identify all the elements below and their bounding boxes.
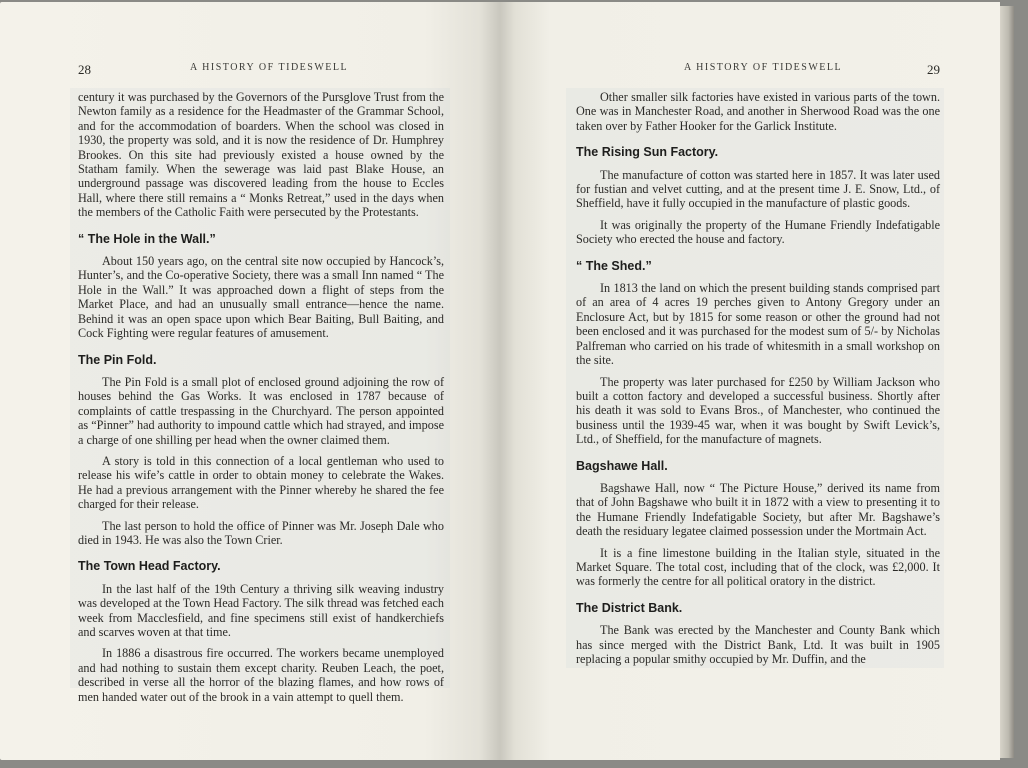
section-heading: The Pin Fold. [78, 352, 157, 367]
section-heading: Bagshawe Hall. [576, 458, 668, 473]
paragraph: The property was later purchased for £250 by William Jackson who built a cotton factory and developed a successful business. Shortly after his death it was sold to Evans Bros., of Manchester, who continued the business until the 1939-45 war, when it was bought by Swift Levick’s, Ltd., of Sheffield, for the manufacture of magnets. [576, 374, 940, 447]
page-number-left: 28 [78, 62, 91, 77]
running-head-right: A HISTORY OF TIDESWELL [684, 62, 843, 73]
paragraph: It is a fine limestone building in the Italian style, situated in the Market Square. The total cost, including that of the clock, was £2,000. It was formerly the centre for all political oratory in the district. [576, 545, 940, 589]
section-heading: “ The Shed.” [576, 258, 652, 273]
section-heading: The Town Head Factory. [78, 559, 221, 574]
section-heading: “ The Hole in the Wall.” [78, 231, 216, 246]
running-head-left: A HISTORY OF TIDESWELL [190, 62, 349, 73]
paragraph: About 150 years ago, on the central site now occupied by Hancock’s, Hunter’s, and the Co-operative Society, there was a small Inn named “ The Hole in the Wall.” It was approached down a flight of steps from the Market Place, and had an unusually small entrance—hence the name. Behind it was an open space upon which Bear Baiting, Bull Baiting, and Cock Fighting were regular features of amusement. [78, 254, 444, 341]
right-page-text [576, 90, 940, 673]
section-heading: The District Bank. [576, 600, 683, 615]
paragraph: The last person to hold the office of Pinner was Mr. Joseph Dale who died in 1943. He was also the Town Crier. [78, 518, 444, 547]
section-heading: The Rising Sun Factory. [576, 145, 719, 160]
paragraph: The Bank was erected by the Manchester and County Bank which has since merged with the District Bank, Ltd. It was built in 1905 replacing a popular smithy occupied by Mr. Duffin, and the [576, 623, 940, 666]
left-page [0, 2, 500, 760]
paragraph: Bagshawe Hall, now “ The Picture House,” derived its name from that of John Bagshawe who built it in 1872 with a view to presenting it to the Humane Friendly Indefatigable Society, but after Mr. Bagshawe’s death the residuary legatee claimed possession under the Mortmain Act. [576, 480, 940, 539]
paragraph: A story is told in this connection of a local gentleman who used to release his wife’s cattle in order to obtain money to celebrate the Wakes. He had a previous arrangement with the Pinner whereby he shared the fee charged for their release. [78, 453, 444, 512]
paragraph: In the last half of the 19th Century a thriving silk weaving industry was developed at the Town Head Factory. The silk thread was fetched each week from Macclesfield, and fine specimens still exist of handkerchiefs and scarves woven at that time. [78, 581, 444, 639]
page-number-right: 29 [927, 62, 940, 77]
paragraph: The manufacture of cotton was started here in 1857. It was later used for fustian and velvet cutting, and at the present time J. E. Snow, Ltd., of Sheffield, have it fully occupied in the manufacture of plastic goods. [576, 167, 940, 211]
left-page-text [78, 90, 444, 711]
paragraph: It was originally the property of the Humane Friendly Indefatigable Society who erected the house and factory. [576, 217, 940, 247]
paragraph: Other smaller silk factories have existed in various parts of the town. One was in Manchester Road, and another in Sherwood Road was the one taken over by Father Hooker for the Garlick Institute. [576, 90, 940, 133]
paragraph: In 1886 a disastrous fire occurred. The workers became unemployed and had nothing to sustain them except charity. Reuben Leach, the poet, described in verse all the horror of the blazing flames, and how rows of men handed water out of the brook in a vain attempt to quell them. [78, 646, 444, 704]
paragraph: The Pin Fold is a small plot of enclosed ground adjoining the row of houses behind the Gas Works. It was enclosed in 1787 because of complaints of cattle trespassing in the Churchyard. The person appointed as “Pinner” had authority to impound cattle which had strayed, and impose a charge of one shilling per head when the owner claimed them. [78, 374, 444, 447]
paragraph: century it was purchased by the Governors of the Pursglove Trust from the Newton family as a residence for the Headmaster of the Grammar School, and for the accommodation of boarders. When the school was closed in 1930, the property was sold, and it is now the residence of Dr. Humphrey Brookes. On this site had previously existed a house owned by the Statham family. When the sewerage was laid past Blake House, an underground passage was discovered leading from the house to Eccles Hall, where there still remains a “ Monks Retreat,” used in the days when the members of the Catholic Faith were persecuted by the Protestants. [78, 90, 444, 220]
paragraph: In 1813 the land on which the present building stands comprised part of an area of 4 acres 19 perches given to Antony Gregory under an Enclosure Act, but by 1815 for some reason or other the ground had not been enclosed and it was purchased for the modest sum of 5/- by Nicholas Palfreman who carried on his trade of whitesmith in a small workshop on the site. [576, 281, 940, 368]
right-page [500, 2, 1000, 760]
page-edges [1000, 6, 1014, 758]
